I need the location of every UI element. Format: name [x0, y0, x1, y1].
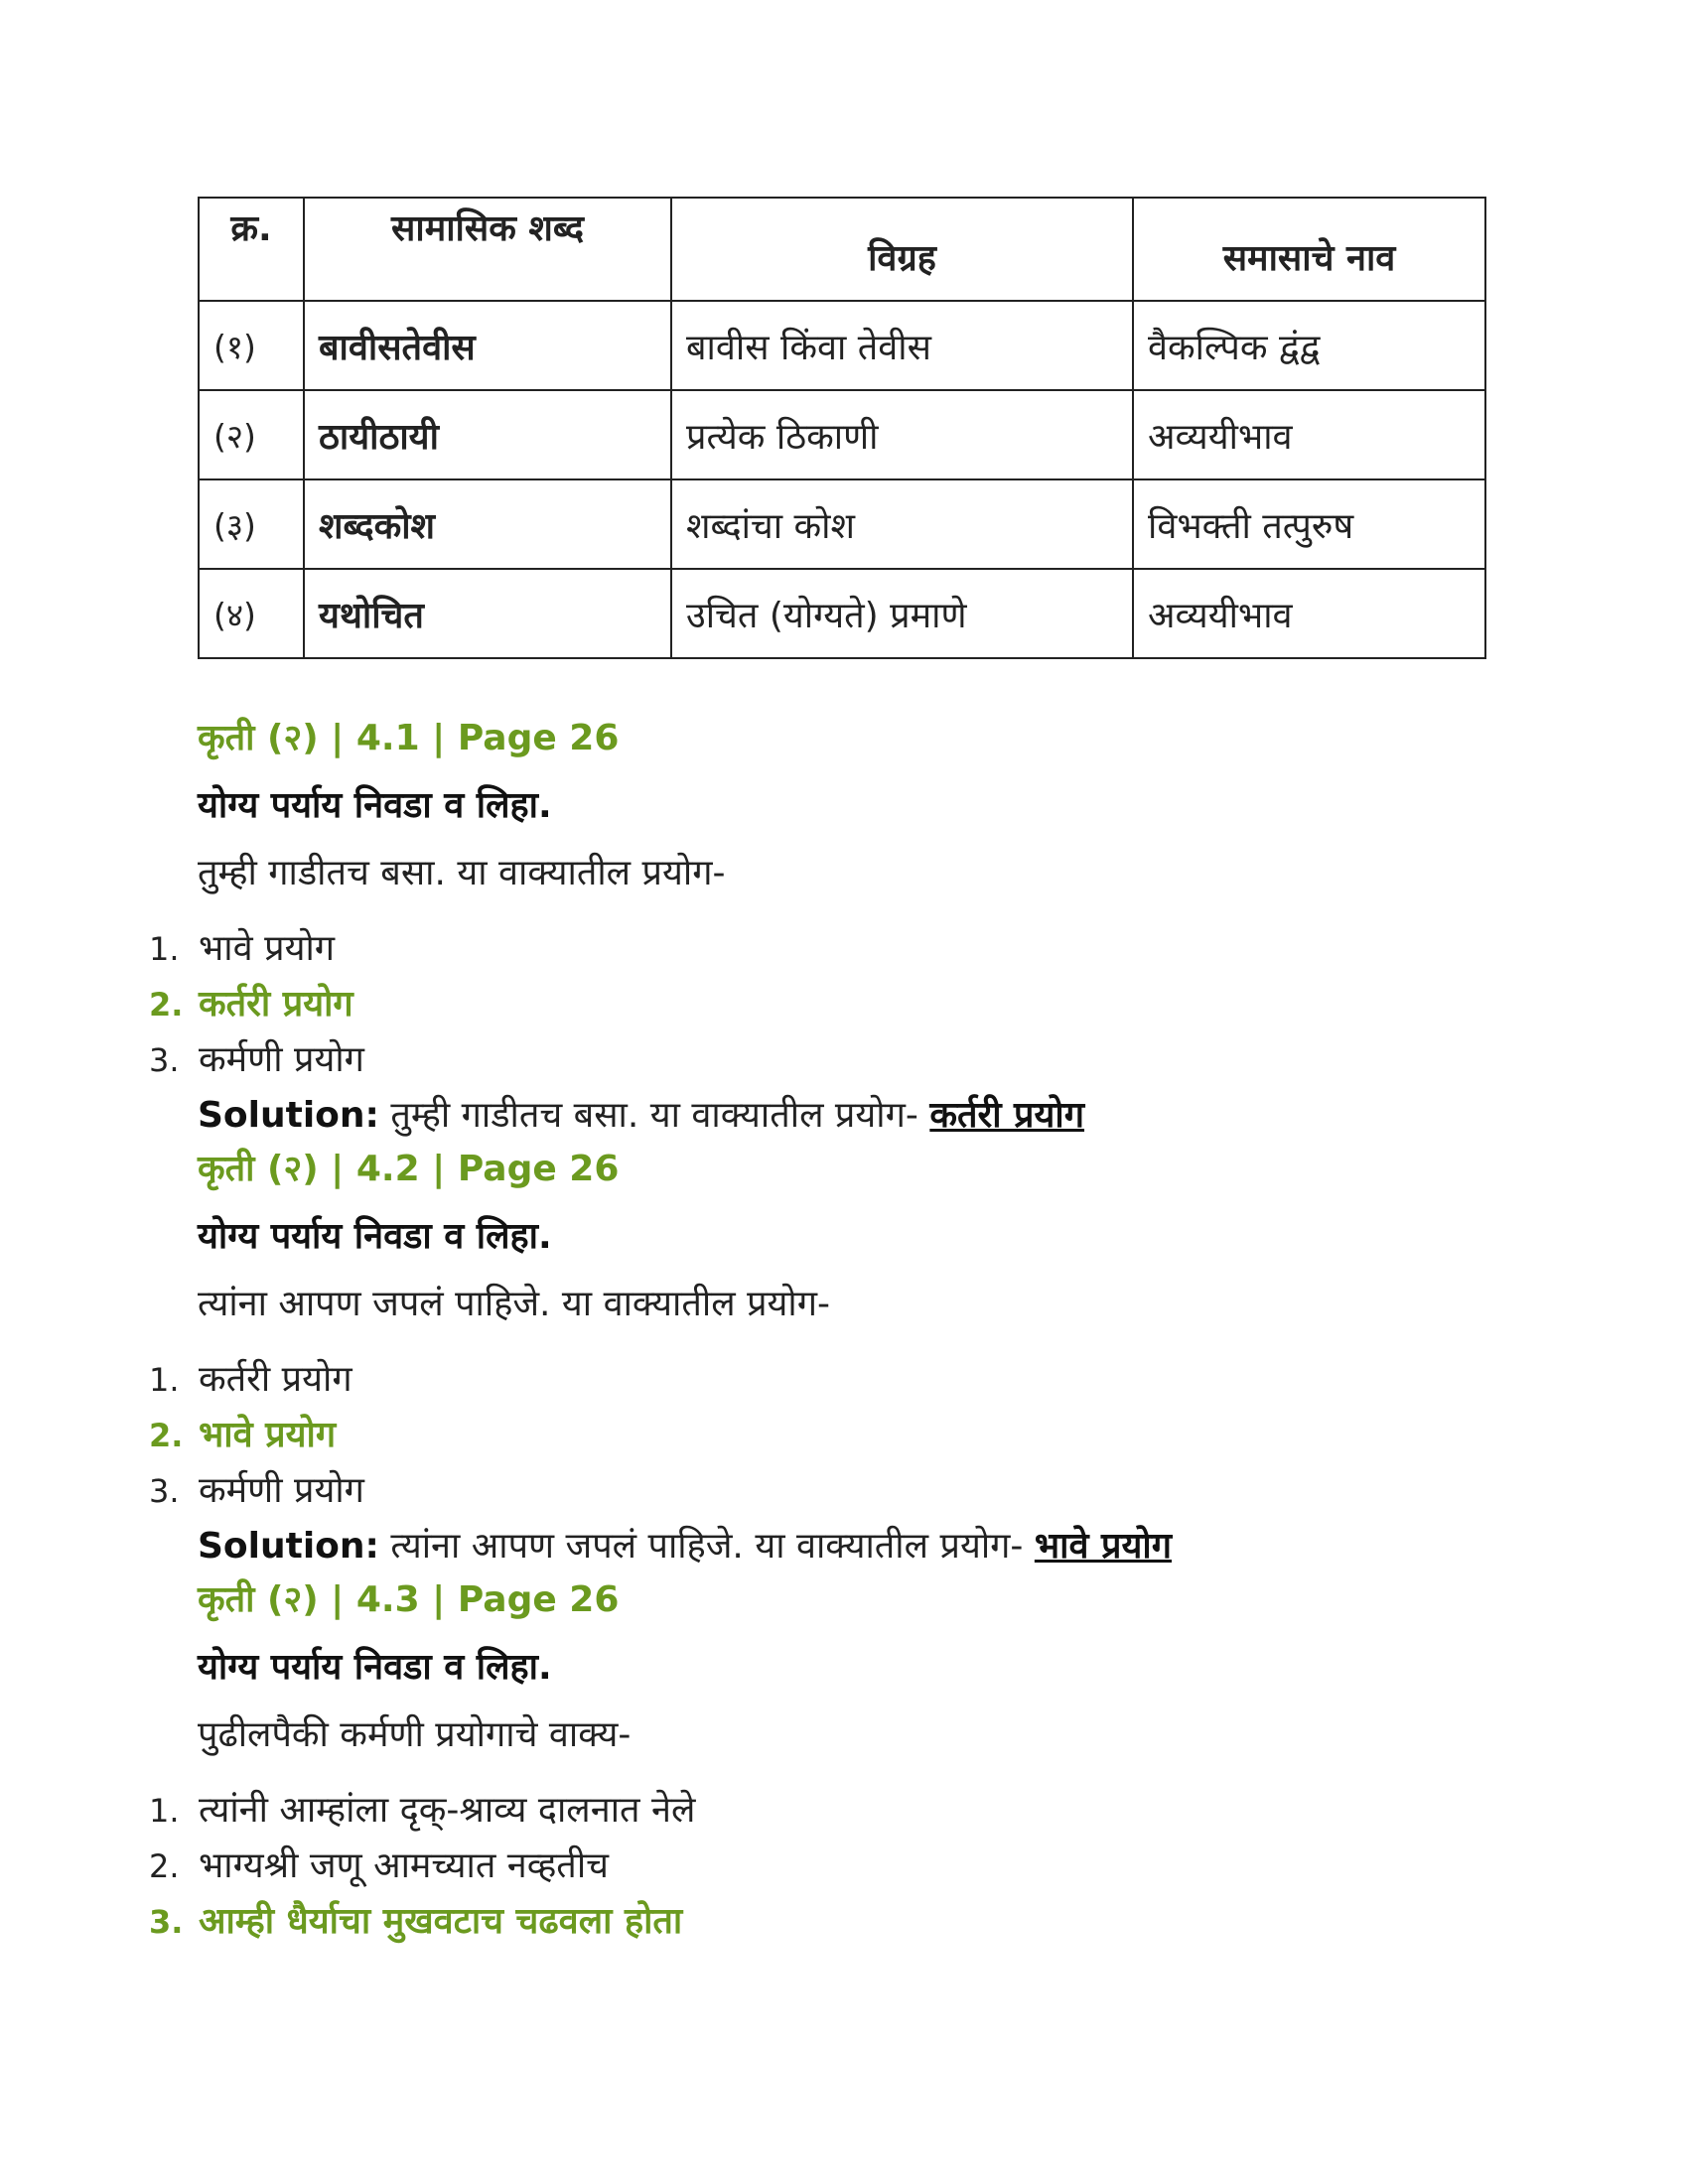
option-text: कर्मणी प्रयोग [199, 1470, 364, 1511]
compound-word: ठायीठायी [304, 390, 671, 479]
vigraha: बावीस किंवा तेवीस [671, 301, 1133, 390]
option-number: 2. [149, 1847, 180, 1885]
option-number: 1. [149, 1792, 180, 1830]
question-sentence: पुढीलपैकी कर्मणी प्रयोगाचे वाक्य- [198, 1714, 632, 1755]
question-heading: कृती (२) | 4.1 | Page 26 [198, 718, 620, 758]
option-item [149, 1032, 364, 1088]
option-item [149, 1352, 352, 1408]
solution-answer: भावे प्रयोग [1034, 1526, 1172, 1567]
samas-type: अव्ययीभाव [1133, 569, 1485, 658]
option-number: 1. [149, 930, 180, 968]
row-number: (२) [199, 390, 304, 479]
option-text: भावे प्रयोग [199, 928, 336, 969]
row-number: (४) [199, 569, 304, 658]
header-samas-type: समासाचे नाव [1133, 198, 1485, 301]
compound-word: यथोचित [304, 569, 671, 658]
option-text: कर्तरी प्रयोग [199, 1359, 352, 1400]
table-row [199, 479, 1485, 569]
table-row [199, 390, 1485, 479]
solution-line [198, 1088, 1084, 1144]
row-number: (३) [199, 479, 304, 569]
header-compound-word: सामासिक शब्द [304, 198, 671, 301]
row-number: (१) [199, 301, 304, 390]
solution-line [198, 1519, 1172, 1574]
option-number: 3. [149, 1041, 180, 1079]
option-item [149, 921, 335, 977]
solution-answer: कर्तरी प्रयोग [929, 1095, 1085, 1136]
option-number: 3. [149, 1903, 184, 1941]
question-sentence: तुम्ही गाडीतच बसा. या वाक्यातील प्रयोग- [198, 853, 726, 893]
question-sentence: त्यांना आपण जपलं पाहिजे. या वाक्यातील प्रयोग- [198, 1284, 831, 1324]
option-number: 2. [149, 1417, 184, 1454]
option-item [149, 1783, 695, 1839]
option-number: 1. [149, 1361, 180, 1399]
header-vigraha: विग्रह [671, 198, 1133, 301]
samas-type: विभक्ती तत्पुरुष [1133, 479, 1485, 569]
option-text: कर्मणी प्रयोग [199, 1039, 364, 1080]
vigraha: शब्दांचा कोश [671, 479, 1133, 569]
question-instruction: योग्य पर्याय निवडा व लिहा. [198, 1216, 552, 1257]
question-heading: कृती (२) | 4.3 | Page 26 [198, 1579, 620, 1620]
samas-type: वैकल्पिक द्वंद्व [1133, 301, 1485, 390]
option-item [149, 1463, 364, 1519]
option-text: भावे प्रयोग [199, 1415, 337, 1455]
option-number: 2. [149, 986, 184, 1024]
solution-label: Solution: [198, 1095, 379, 1136]
option-item-correct [149, 1408, 336, 1463]
vigraha: प्रत्येक ठिकाणी [671, 390, 1133, 479]
samas-type: अव्ययीभाव [1133, 390, 1485, 479]
option-item [149, 1839, 609, 1894]
compound-word: शब्दकोश [304, 479, 671, 569]
question-heading: कृती (२) | 4.2 | Page 26 [198, 1149, 620, 1189]
header-number: क्र. [199, 198, 304, 301]
question-instruction: योग्य पर्याय निवडा व लिहा. [198, 1647, 552, 1688]
option-item-correct [149, 977, 353, 1032]
option-text: कर्तरी प्रयोग [199, 984, 353, 1024]
solution-text: त्यांना आपण जपलं पाहिजे. या वाक्यातील प्रयोग- [390, 1526, 1035, 1567]
table-row [199, 569, 1485, 658]
table-row [199, 301, 1485, 390]
vigraha: उचित (योग्यते) प्रमाणे [671, 569, 1133, 658]
solution-label: Solution: [198, 1526, 379, 1567]
samas-table [198, 197, 1486, 659]
option-item-correct [149, 1894, 682, 1950]
compound-word: बावीसतेवीस [304, 301, 671, 390]
option-text: त्यांनी आम्हांला दृक्-श्राव्य दालनात नेले [199, 1790, 696, 1831]
question-instruction: योग्य पर्याय निवडा व लिहा. [198, 785, 552, 826]
option-text: आम्ही धैर्याचा मुखवटाच चढवला होता [199, 1901, 683, 1942]
solution-text: तुम्ही गाडीतच बसा. या वाक्यातील प्रयोग- [390, 1095, 930, 1136]
option-text: भाग्यश्री जणू आमच्यात नव्हतीच [199, 1845, 610, 1886]
option-number: 3. [149, 1472, 180, 1510]
table-header-row [199, 198, 1485, 301]
